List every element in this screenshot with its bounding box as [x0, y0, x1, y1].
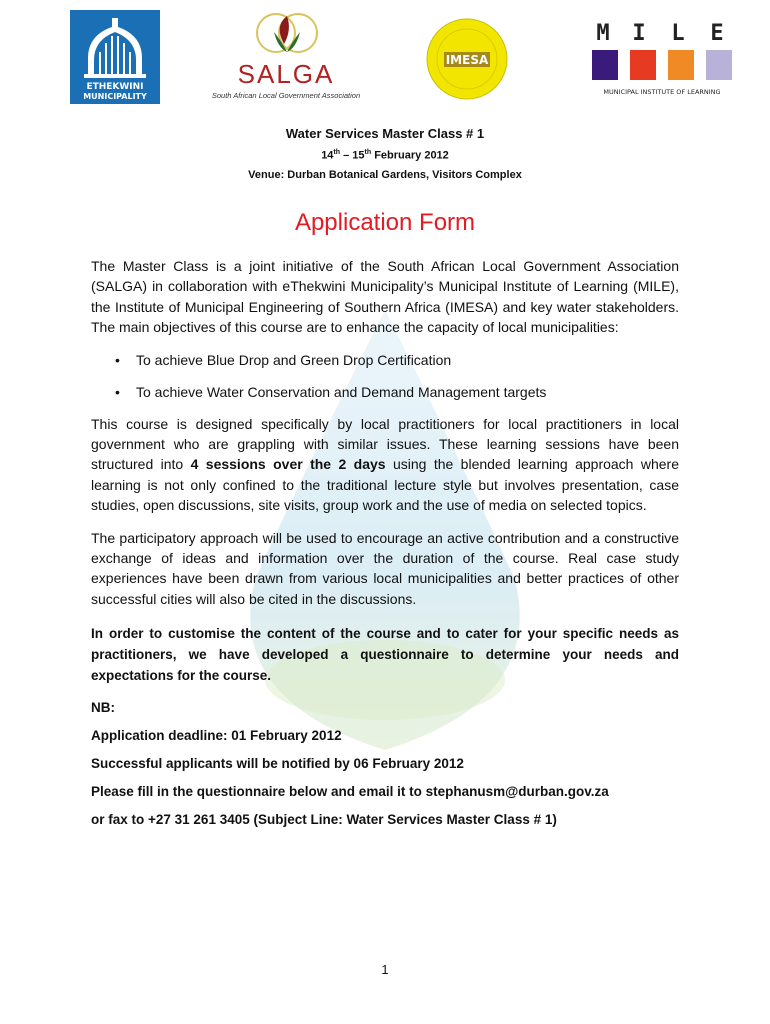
ethekwini-subtitle: MUNICIPALITY — [83, 92, 147, 101]
salga-logo — [200, 8, 372, 102]
mile-letter-l: L — [671, 21, 685, 46]
event-header — [0, 126, 770, 181]
mile-letter-i: I — [632, 21, 646, 46]
event-title: Water Services Master Class # 1 — [285, 126, 485, 141]
event-venue: Venue: Durban Botanical Gardens, Visitors Complex — [248, 168, 522, 181]
mile-letter-e: E — [710, 21, 724, 46]
intro-paragraph: The Master Class is a joint initiative of the South African Local Government Association (SALGA) in collaboration with eThekwini Municipality’s Municipal Institute of Learning (MILE), the Institute of Municipal Engineering of Southern Africa (IMESA) and key water stakeholders. The main objectives of this course are to enhance the capacity of local municipalities: — [91, 258, 679, 336]
mile-logo — [592, 18, 737, 98]
mile-squares-icon — [592, 18, 737, 98]
objectives-list — [91, 350, 679, 402]
imesa-logo — [426, 18, 508, 100]
leaf-rings-icon — [200, 8, 372, 102]
list-item: • To achieve Water Conservation and Demand Management targets — [91, 382, 679, 402]
mile-letter-m: M — [596, 21, 610, 46]
salga-subtitle: South African Local Government Association — [211, 91, 361, 100]
participatory-paragraph: The participatory approach will be used to encourage an active contribution and a constructive exchange of ideas and information over the duration of the course. Real case study experiences have been drawn from various local municipalities and better practices of other successful cities will also be cited in the discussions. — [91, 529, 679, 607]
ethekwini-logo — [70, 10, 160, 104]
customise-paragraph: In order to customise the content of the course and to cater for your specific needs as practitioners, we have developed a questionnaire to determine your needs and expectations for the course. — [91, 626, 679, 684]
mile-subtitle: MUNICIPAL INSTITUTE OF LEARNING — [603, 88, 721, 96]
event-dates: 14th – 15th February 2012 — [321, 149, 449, 162]
fax-line: or fax to +27 31 261 3405 (Subject Line: Water Services Master Class # 1) — [91, 812, 557, 828]
imesa-badge-icon — [426, 18, 508, 100]
nb-label: NB: — [91, 700, 115, 716]
page-number: 1 — [381, 962, 389, 977]
course-paragraph: This course is designed specifically by local practitioners for local practitioners in local government who are grappling with similar issues. These learning sessions have been structured into 4 sessions over the 2 days using the blended learning approach where learning is not only confined to the traditional lecture style but involves presentation, case studies, open discussions, site visits, group work and the use of media on selected topics. — [91, 415, 679, 514]
ethekwini-name: ETHEKWINI — [86, 82, 144, 92]
dome-icon — [70, 10, 160, 104]
imesa-name: IMESA — [445, 53, 489, 67]
document-body — [91, 256, 679, 838]
email-line[interactable]: Please fill in the questionnaire below and email it to stephanusm@durban.gov.za — [91, 784, 609, 800]
deadline-line: Application deadline: 01 February 2012 — [91, 728, 342, 744]
list-item: • To achieve Blue Drop and Green Drop Certification — [91, 350, 679, 370]
notified-line: Successful applicants will be notified by 06 February 2012 — [91, 756, 464, 772]
form-title: Application Form — [294, 209, 476, 236]
salga-name: SALGA — [237, 59, 335, 89]
